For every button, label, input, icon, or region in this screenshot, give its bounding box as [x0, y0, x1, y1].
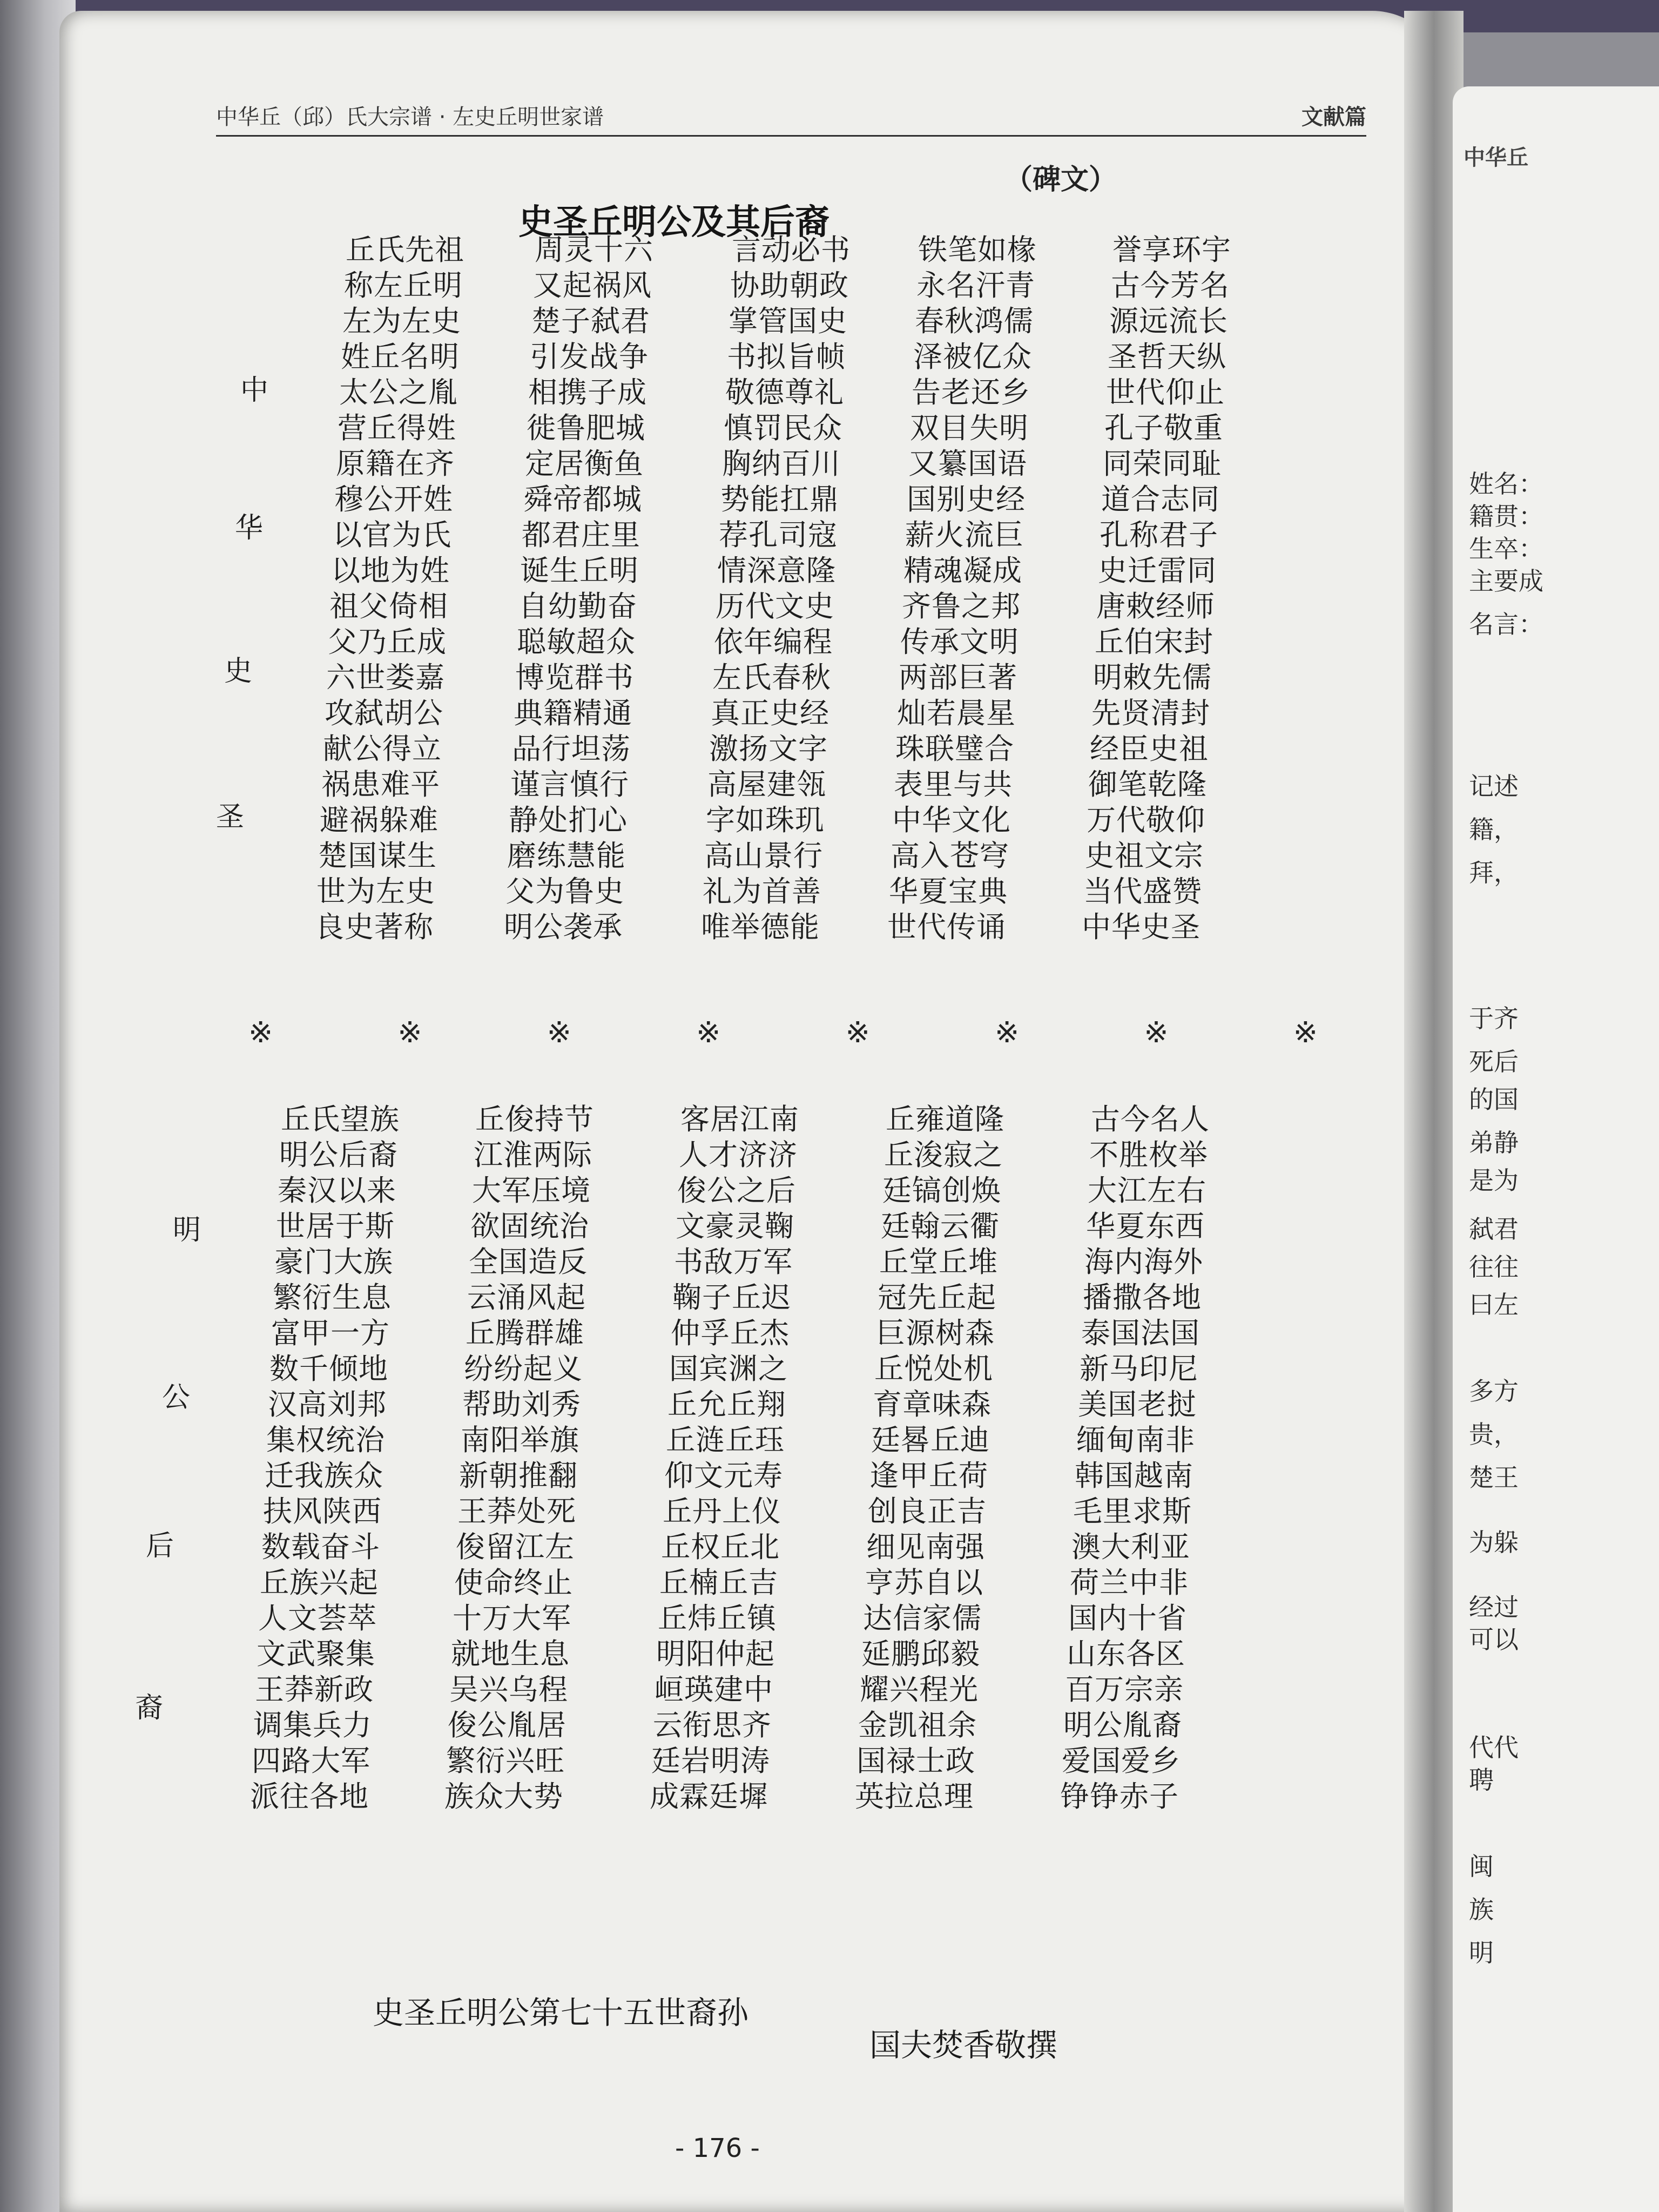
verse-line: 孔称君子 — [1100, 518, 1218, 552]
verse-line: 丘伯宋封 — [1095, 625, 1213, 659]
separator-star: ※ — [696, 1015, 721, 1049]
verse-line: 定居衡鱼 — [525, 447, 644, 481]
verse-line: 良史著称 — [315, 910, 434, 944]
verse-line: 珠联璧合 — [895, 732, 1014, 766]
right-page-text: 曰左 — [1469, 1290, 1519, 1319]
verse-line: 逢甲丘荷 — [869, 1459, 988, 1493]
verse-line: 掌管国史 — [729, 304, 847, 338]
verse-line: 誉享环宇 — [1112, 233, 1231, 267]
verse-line: 先贤清封 — [1091, 696, 1210, 730]
verse-line: 廷翰云衢 — [881, 1209, 1000, 1243]
verse-line: 唯举德能 — [701, 910, 820, 944]
verse-line: 四路大军 — [252, 1744, 370, 1778]
verse-line: 父乃丘成 — [328, 625, 447, 659]
verse-line: 丘氏望族 — [281, 1102, 400, 1136]
right-page-text: 是为 — [1469, 1166, 1519, 1195]
verse-line: 十万大军 — [453, 1601, 571, 1635]
verse-line: 楚子弑君 — [531, 304, 650, 338]
verse-line: 御笔乾隆 — [1088, 767, 1207, 801]
separator-star: ※ — [994, 1015, 1020, 1049]
verse-line: 同荣同耻 — [1103, 447, 1222, 481]
verse-line: 世为左史 — [316, 874, 435, 908]
verse-line: 以官为氏 — [333, 518, 451, 552]
verse-line: 山东各区 — [1067, 1637, 1185, 1671]
verse-line: 明公袭承 — [504, 910, 623, 944]
right-page-text: 族 — [1469, 1895, 1494, 1924]
verse-line: 金凯祖余 — [858, 1708, 977, 1742]
right-page — [1453, 86, 1659, 2212]
right-page-text: 代代 — [1469, 1733, 1519, 1762]
verse-line: 缅甸南非 — [1076, 1423, 1195, 1457]
verse-line: 道合志同 — [1101, 482, 1220, 516]
verse-line: 祸患难平 — [321, 767, 440, 801]
verse-line: 华夏宝典 — [889, 874, 1008, 908]
verse-line: 新马印尼 — [1080, 1352, 1198, 1386]
verse-line: 丘涟丘珏 — [666, 1423, 785, 1457]
right-page-text: 弟静 — [1469, 1128, 1519, 1157]
inscription-tag: （碑文） — [1004, 164, 1117, 196]
right-page-text: 多方 — [1469, 1377, 1519, 1406]
verse-line: 丘俊持节 — [475, 1102, 594, 1136]
verse-line: 情深意隆 — [717, 554, 836, 588]
right-page-text: 死后 — [1469, 1047, 1519, 1076]
verse-line: 避祸躲难 — [320, 803, 439, 837]
verse-line: 相携子成 — [528, 375, 647, 409]
verse-line: 传承文明 — [900, 625, 1019, 659]
verse-line: 新朝推翻 — [459, 1459, 578, 1493]
verse-line: 丘丹上仪 — [663, 1494, 781, 1528]
separator-star: ※ — [1293, 1015, 1318, 1049]
verse-line: 品行坦荡 — [512, 732, 631, 766]
verse-line: 延鹏邱毅 — [861, 1637, 980, 1671]
verse-line: 丘腾群雄 — [466, 1316, 584, 1350]
vertical-label-top-0: 中 — [240, 374, 269, 407]
verse-line: 仲孚丘杰 — [671, 1316, 790, 1350]
right-page-header: 中华丘 — [1464, 145, 1528, 170]
verse-line: 爱国爱乡 — [1062, 1744, 1181, 1778]
verse-line: 国宾渊之 — [669, 1352, 788, 1386]
verse-line: 丘楠丘吉 — [659, 1566, 778, 1600]
verse-line: 就地生息 — [451, 1637, 570, 1671]
verse-line: 春秋鸿儒 — [915, 304, 1034, 338]
right-page-text: 于齐 — [1469, 1004, 1519, 1033]
verse-line: 人文荟萃 — [258, 1601, 377, 1635]
verse-line: 灿若晨星 — [897, 696, 1016, 730]
verse-line: 明阳仲起 — [656, 1637, 775, 1671]
verse-line: 唐敕经师 — [1096, 589, 1215, 623]
verse-line: 大军压境 — [472, 1174, 591, 1208]
verse-line: 成霖廷墀 — [650, 1779, 768, 1813]
verse-line: 周灵十六 — [535, 233, 653, 267]
verse-line: 精魂凝成 — [903, 554, 1022, 588]
verse-line: 使命终止 — [454, 1566, 573, 1600]
verse-line: 育章味森 — [873, 1387, 992, 1421]
right-page-text: 籍， — [1469, 815, 1519, 844]
verse-line: 丘族兴起 — [260, 1566, 379, 1600]
verse-line: 毛里求斯 — [1073, 1494, 1192, 1528]
verse-line: 人才济济 — [679, 1138, 798, 1172]
verse-line: 经臣史祖 — [1090, 732, 1209, 766]
verse-line: 齐鲁之邦 — [902, 589, 1021, 623]
verse-line: 廷镐创焕 — [882, 1174, 1001, 1208]
verse-line: 丘雍道隆 — [886, 1102, 1004, 1136]
verse-line: 亨苏自以 — [865, 1566, 983, 1600]
vertical-label-bottom-3: 裔 — [135, 1692, 164, 1724]
verse-line: 穆公开姓 — [334, 482, 453, 516]
verse-line: 慎罚民众 — [724, 411, 842, 445]
separator-star: ※ — [397, 1015, 422, 1049]
verse-line: 海内海外 — [1084, 1245, 1203, 1279]
verse-line: 达信家儒 — [863, 1601, 982, 1635]
verse-line: 高山景行 — [704, 839, 823, 873]
right-page-text: 闽 — [1469, 1852, 1494, 1881]
verse-line: 丘浚寂之 — [884, 1138, 1003, 1172]
verse-line: 文豪灵鞠 — [676, 1209, 794, 1243]
verse-line: 繁衍生息 — [273, 1280, 392, 1314]
verse-line: 史迁雷同 — [1098, 554, 1217, 588]
verse-line: 楚国谋生 — [318, 839, 437, 873]
lower-column-1 — [444, 1102, 637, 1815]
verse-line: 高屋建瓴 — [707, 767, 826, 801]
author-signature: 国夫焚香敬撰 — [869, 2027, 1058, 2063]
right-page-text: 籍贯： — [1469, 502, 1543, 531]
verse-line: 王莽处死 — [457, 1494, 576, 1528]
verse-line: 真正史经 — [711, 696, 830, 730]
page-title: 史圣丘明公及其后裔 — [518, 203, 830, 242]
verse-line: 博览群书 — [515, 660, 634, 694]
verse-line: 播撒各地 — [1083, 1280, 1202, 1314]
verse-line: 以地为姓 — [331, 554, 450, 588]
verse-line: 自幼勤奋 — [518, 589, 637, 623]
verse-line: 圣哲天纵 — [1108, 340, 1226, 374]
right-page-text: 记述 — [1469, 772, 1519, 801]
upper-column-2 — [701, 232, 894, 945]
verse-line: 不胜枚举 — [1089, 1138, 1208, 1172]
verse-line: 明敕先儒 — [1093, 660, 1212, 694]
verse-line: 世代传诵 — [887, 910, 1006, 944]
verse-line: 太公之胤 — [339, 375, 458, 409]
verse-line: 当代盛赞 — [1083, 874, 1202, 908]
verse-line: 大江左右 — [1088, 1174, 1206, 1208]
right-page-text: 名言： — [1469, 610, 1543, 639]
verse-line: 调集兵力 — [253, 1708, 372, 1742]
verse-line: 永名汗青 — [916, 268, 1035, 302]
verse-line: 古今芳名 — [1111, 268, 1230, 302]
verse-line: 细见南强 — [866, 1530, 985, 1564]
right-page-text: 的国 — [1469, 1085, 1519, 1114]
verse-line: 依年编程 — [714, 625, 833, 659]
verse-line: 英拉总理 — [855, 1779, 974, 1813]
verse-line: 客居江南 — [680, 1102, 799, 1136]
verse-line: 都君庄里 — [522, 518, 640, 552]
lower-column-2 — [650, 1102, 842, 1815]
verse-line: 丘悦处机 — [874, 1352, 993, 1386]
section-name: 文献篇 — [1301, 105, 1366, 130]
verse-line: 数载奋斗 — [261, 1530, 380, 1564]
vertical-label-top-3: 圣 — [216, 801, 245, 833]
separator-star: ※ — [547, 1015, 572, 1049]
separator-star: ※ — [845, 1015, 870, 1049]
verse-line: 纷纷起义 — [464, 1352, 583, 1386]
verse-line: 王莽新政 — [255, 1673, 374, 1707]
verse-line: 荐孔司寇 — [719, 518, 838, 552]
verse-line: 丘权丘北 — [661, 1530, 780, 1564]
verse-line: 丘炜丘镇 — [658, 1601, 777, 1635]
verse-line: 明公胤裔 — [1063, 1708, 1182, 1742]
verse-line: 荷兰中非 — [1070, 1566, 1189, 1600]
running-title: 中华丘（邱）氏大宗谱 · 左史丘明世家谱 — [216, 105, 604, 130]
right-page-text: 为躲 — [1469, 1528, 1519, 1557]
verse-line: 数千倾地 — [269, 1352, 388, 1386]
verse-line: 祖父倚相 — [329, 589, 448, 623]
verse-line: 泰国法国 — [1081, 1316, 1200, 1350]
verse-line: 营丘得姓 — [338, 411, 456, 445]
verse-line: 势能扛鼎 — [720, 482, 839, 516]
verse-line: 豪门大族 — [274, 1245, 393, 1279]
verse-line: 江淮两际 — [474, 1138, 592, 1172]
verse-line: 扶风陕西 — [263, 1494, 382, 1528]
verse-line: 胸纳百川 — [722, 447, 841, 481]
verse-line: 廷岩明涛 — [651, 1744, 770, 1778]
verse-line: 引发战争 — [530, 340, 649, 374]
verse-line: 繁衍兴旺 — [446, 1744, 565, 1778]
separator-star: ※ — [248, 1015, 273, 1049]
verse-line: 双目失明 — [910, 411, 1029, 445]
right-page-text: 生卒： — [1469, 534, 1543, 563]
right-page-text: 明 — [1469, 1938, 1494, 1967]
verse-line: 谨言慎行 — [510, 767, 629, 801]
verse-line: 秦汉以来 — [278, 1174, 396, 1208]
verse-line: 铮铮赤子 — [1060, 1779, 1179, 1813]
separator-row — [248, 1015, 1318, 1049]
verse-line: 世居于斯 — [276, 1209, 395, 1243]
verse-line: 创良正吉 — [868, 1494, 987, 1528]
verse-line: 俊公胤居 — [448, 1708, 567, 1742]
upper-column-0 — [315, 232, 508, 945]
right-page-text: 往往 — [1469, 1252, 1519, 1282]
verse-line: 中华史圣 — [1082, 910, 1201, 944]
verse-line: 六世娄嘉 — [326, 660, 445, 694]
verse-line: 汉高刘邦 — [268, 1387, 387, 1421]
verse-line: 姓丘名明 — [341, 340, 460, 374]
verse-line: 泽被亿众 — [913, 340, 1032, 374]
right-page-text: 可以 — [1469, 1625, 1519, 1654]
verse-line: 耀兴程光 — [860, 1673, 979, 1707]
right-page-text: 经过 — [1469, 1593, 1519, 1622]
verse-line: 铁笔如椽 — [918, 233, 1037, 267]
verse-line: 史祖文宗 — [1085, 839, 1204, 873]
verse-line: 历代文史 — [716, 589, 834, 623]
lower-column-0 — [250, 1102, 443, 1815]
verse-line: 徙鲁肥城 — [527, 411, 645, 445]
verse-line: 国别史经 — [907, 482, 1026, 516]
right-page-text: 拜， — [1469, 858, 1519, 887]
verse-line: 书拟旨帧 — [727, 340, 846, 374]
verse-line: 敬德尊礼 — [725, 375, 844, 409]
verse-line: 集权统治 — [266, 1423, 385, 1457]
verse-line: 礼为首善 — [703, 874, 821, 908]
verse-line: 华夏东西 — [1086, 1209, 1205, 1243]
verse-line: 俊留江左 — [456, 1530, 575, 1564]
verse-line: 廷晷丘迪 — [871, 1423, 990, 1457]
verse-line: 又纂国语 — [908, 447, 1027, 481]
verse-line: 国禄士政 — [857, 1744, 975, 1778]
verse-line: 磨练慧能 — [507, 839, 626, 873]
right-page-text: 聘 — [1469, 1765, 1494, 1795]
right-page-text: 主要成 — [1469, 567, 1543, 596]
verse-line: 国内十省 — [1068, 1601, 1187, 1635]
verse-line: 俊公之后 — [677, 1174, 796, 1208]
verse-line: 冠先丘起 — [878, 1280, 996, 1314]
separator-star: ※ — [1144, 1015, 1169, 1049]
verse-line: 仰文元寿 — [664, 1459, 783, 1493]
verse-line: 族众大势 — [444, 1779, 563, 1813]
right-page-text: 弑君 — [1469, 1215, 1519, 1244]
upper-column-1 — [504, 232, 697, 945]
verse-line: 静处扪心 — [509, 803, 628, 837]
verse-line: 云涌风起 — [467, 1280, 586, 1314]
verse-line: 巨源树森 — [876, 1316, 995, 1350]
verse-line: 称左丘明 — [344, 268, 463, 302]
verse-line: 富甲一方 — [271, 1316, 390, 1350]
verse-line: 派往各地 — [250, 1779, 369, 1813]
verse-line: 两部巨著 — [899, 660, 1017, 694]
verse-line: 激扬文字 — [709, 732, 828, 766]
verse-line: 诞生丘明 — [520, 554, 639, 588]
vertical-label-top-1: 华 — [235, 512, 264, 544]
verse-line: 薪火流巨 — [905, 518, 1024, 552]
verse-line: 又起祸风 — [533, 268, 652, 302]
verse-line: 表里与共 — [894, 767, 1013, 801]
running-header — [216, 103, 1366, 137]
verse-line: 聪敏超众 — [517, 625, 636, 659]
verse-line: 鞠子丘迟 — [672, 1280, 791, 1314]
verse-line: 丘堂丘堆 — [879, 1245, 998, 1279]
verse-line: 原籍在齐 — [336, 447, 455, 481]
verse-line: 美国老挝 — [1078, 1387, 1197, 1421]
verse-line: 舜帝都城 — [523, 482, 642, 516]
verse-line: 献公得立 — [323, 732, 442, 766]
verse-line: 左氏春秋 — [712, 660, 831, 694]
vertical-label-top-2: 史 — [224, 655, 253, 687]
verse-line: 百万宗亲 — [1065, 1673, 1184, 1707]
page-number: - 176 - — [675, 2133, 760, 2163]
verse-line: 协助朝政 — [730, 268, 849, 302]
verse-line: 言动必书 — [732, 233, 851, 267]
signature-line: 史圣丘明公第七十五世裔孙 — [373, 1994, 749, 2031]
verse-line: 告老还乡 — [912, 375, 1030, 409]
verse-line: 云衔思齐 — [653, 1708, 772, 1742]
verse-line: 书敌万军 — [674, 1245, 793, 1279]
upper-column-4 — [1082, 232, 1274, 945]
verse-line: 迁我族众 — [265, 1459, 383, 1493]
verse-line: 帮助刘秀 — [462, 1387, 581, 1421]
verse-line: 明公后裔 — [279, 1138, 398, 1172]
verse-line: 古今名人 — [1091, 1102, 1210, 1136]
verse-line: 南阳举旗 — [461, 1423, 579, 1457]
verse-line: 全国造反 — [469, 1245, 588, 1279]
vertical-label-bottom-1: 公 — [162, 1381, 191, 1414]
verse-line: 攻弑胡公 — [325, 696, 443, 730]
verse-line: 中华文化 — [892, 803, 1011, 837]
verse-line: 韩国越南 — [1075, 1459, 1193, 1493]
right-page-text: 楚王 — [1469, 1463, 1519, 1492]
verse-line: 源远流长 — [1109, 304, 1228, 338]
verse-line: 字如珠玑 — [706, 803, 825, 837]
lower-column-3 — [855, 1102, 1048, 1815]
right-page-text: 贵， — [1469, 1420, 1519, 1449]
verse-line: 父为鲁史 — [505, 874, 624, 908]
verse-line: 万代敬仰 — [1087, 803, 1205, 837]
verse-line: 丘允丘翔 — [667, 1387, 786, 1421]
lower-column-4 — [1060, 1102, 1253, 1815]
verse-line: 欲固统治 — [470, 1209, 589, 1243]
vertical-label-bottom-0: 明 — [173, 1214, 201, 1246]
verse-line: 文武聚集 — [257, 1637, 375, 1671]
upper-column-3 — [887, 232, 1080, 945]
verse-line: 左为左史 — [342, 304, 461, 338]
verse-line: 孔子敬重 — [1104, 411, 1223, 445]
verse-line: 吴兴乌程 — [449, 1673, 568, 1707]
verse-line: 世代仰止 — [1106, 375, 1225, 409]
verse-line: 峘瑛建中 — [655, 1673, 773, 1707]
verse-line: 丘氏先祖 — [346, 233, 464, 267]
right-page-text: 姓名： — [1469, 469, 1543, 498]
vertical-label-bottom-2: 后 — [146, 1530, 174, 1562]
verse-line: 典籍精通 — [514, 696, 632, 730]
verse-line: 高入苍穹 — [891, 839, 1009, 873]
verse-line: 澳大利亚 — [1071, 1530, 1190, 1564]
